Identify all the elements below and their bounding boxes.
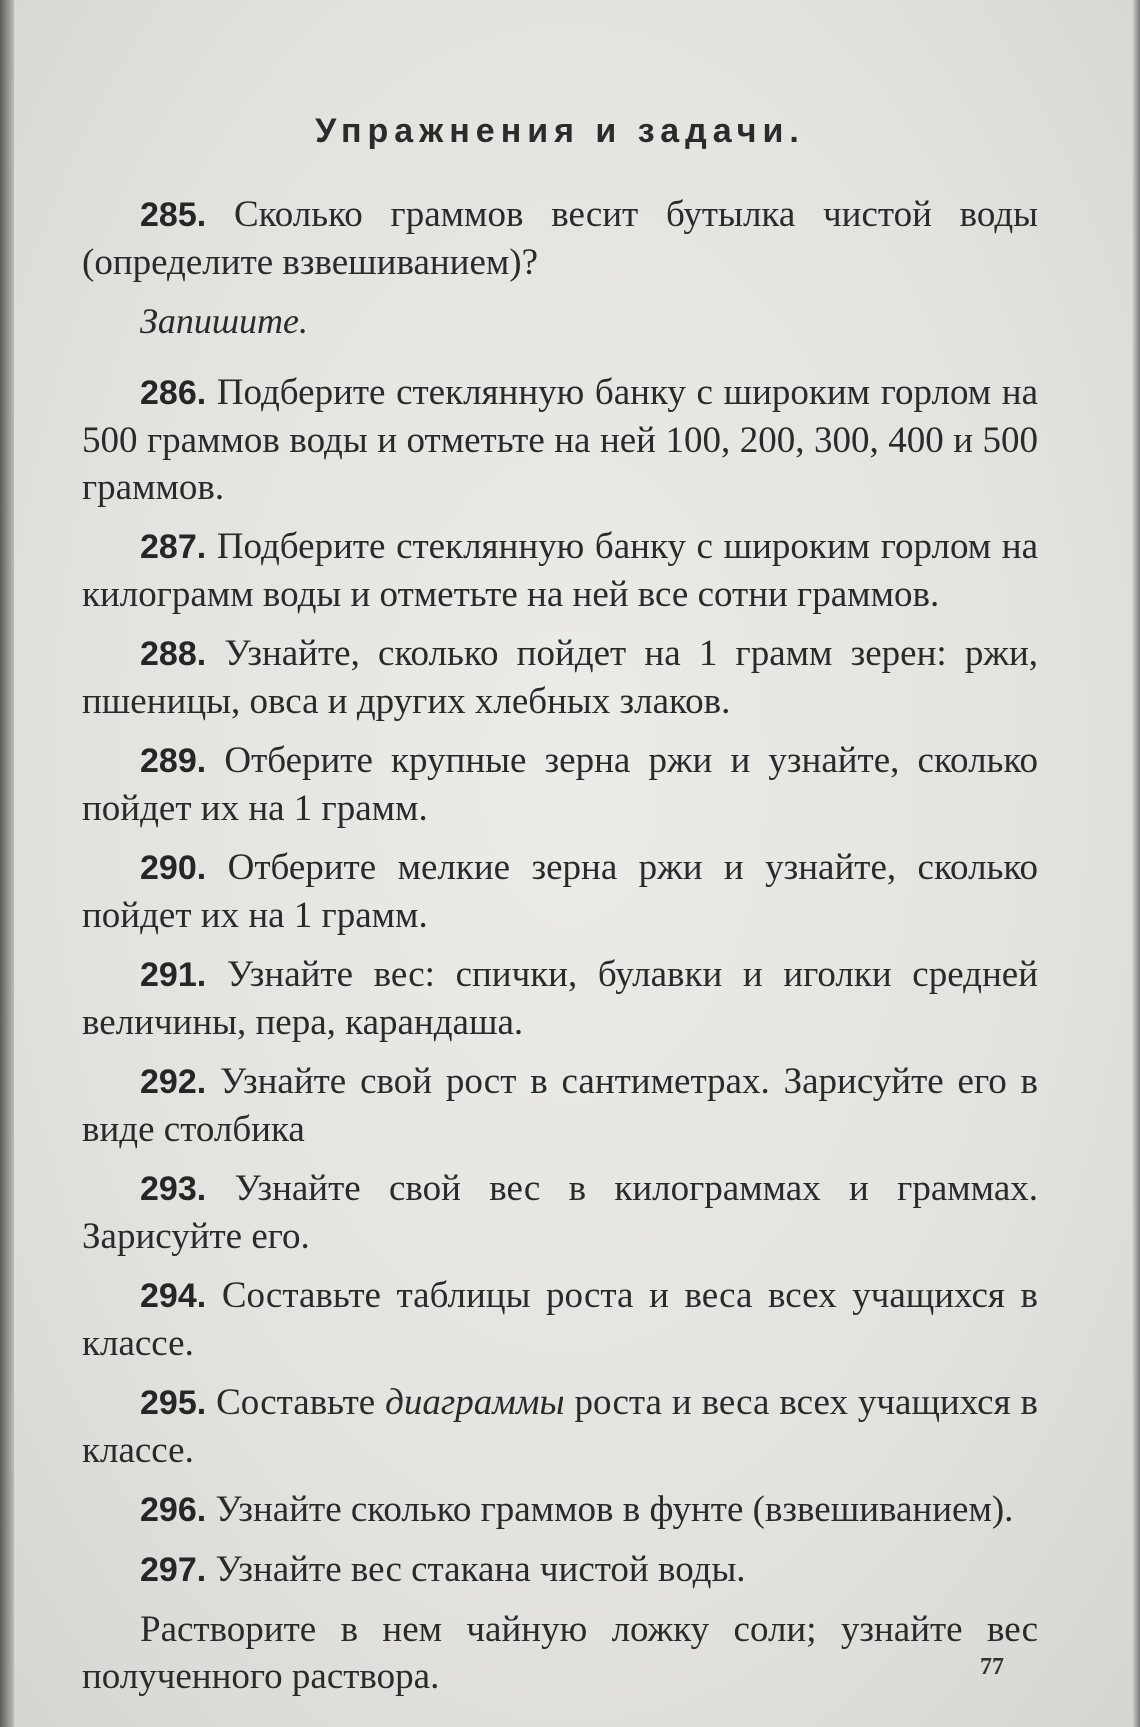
exercise-297 [82,1546,1038,1594]
exercise-292 [82,1058,1038,1153]
page-title: Упражнения и задачи. [315,112,805,150]
exercise-number: 286. [140,374,207,412]
exercise-text: Узнайте, сколько пойдет на 1 грамм зерен: ржи, пшеницы, овса и других хлебных злаков. [82,633,1039,722]
exercise-number: 288. [140,635,207,673]
exercise-number: 290. [140,849,207,887]
exercise-text: Узнайте вес: спички, булавки и иголки средней величины, пера, карандаша. [82,954,1039,1043]
exercise-number: 293. [140,1170,207,1208]
final-paragraph: Растворите в нем чайную ложку соли; узнайте вес полученного раствора. [82,1609,1038,1697]
exercise-text-after: роста и веса всех учащихся в классе. [82,1382,1039,1471]
exercise-number: 292. [140,1063,207,1101]
exercise-text: Узнайте свой рост в сантиметрах. Зарисуйте его в виде столбика [82,1061,1039,1150]
exercise-number: 296. [140,1491,207,1529]
exercise-number: 297. [140,1551,207,1589]
exercise-288 [82,630,1038,725]
exercise-text-italic: диаграммы [385,1382,565,1423]
exercise-text: Сколько граммов весит бутылка чистой воды (определите взвешиванием)? [82,194,1039,283]
exercise-number: 291. [140,956,207,994]
exercise-text: Подберите стеклянную банку с широким горлом на 500 граммов воды и отметьте на ней 100, 200, 300, 400 и 500 граммов. [82,372,1039,508]
exercise-text: Подберите стеклянную банку с широким горлом на килограмм воды и отметьте на ней все сотни граммов. [82,526,1039,615]
exercise-289 [82,737,1038,832]
exercise-number: 294. [140,1277,207,1315]
exercise-text: Отберите мелкие зерна ржи и узнайте, сколько пойдет их на 1 грамм. [82,847,1039,936]
exercise-text: Узнайте сколько граммов в фунте (взвешиванием). [215,1489,1014,1530]
exercise-text: Отберите крупные зерна ржи и узнайте, сколько пойдет их на 1 грамм. [82,740,1039,829]
exercise-295 [82,1379,1038,1474]
page-content [82,112,1038,1712]
exercise-294 [82,1272,1038,1367]
page-left-edge [0,0,14,1727]
exercise-number: 285. [140,196,207,234]
exercise-text: Составьте таблицы роста и веса всех учащихся в классе. [82,1275,1039,1364]
exercise-number: 287. [140,528,207,566]
page-right-edge [1132,0,1140,1727]
exercise-text-before: Составьте [216,1382,376,1423]
exercise-296 [82,1486,1038,1534]
exercise-287 [82,523,1038,618]
exercise-number: 295. [140,1384,207,1422]
exercise-text: Узнайте свой вес в килограммах и граммах. Зарисуйте его. [82,1168,1039,1257]
exercise-291 [82,951,1038,1046]
note-write-down: Запишите. [140,301,308,341]
exercise-285 [82,191,1038,286]
exercise-number: 289. [140,742,207,780]
exercise-290 [82,844,1038,939]
page-number: 77 [980,1654,1004,1680]
exercise-text: Узнайте вес стакана чистой воды. [215,1549,746,1590]
exercise-293 [82,1165,1038,1260]
exercise-286 [82,369,1038,511]
